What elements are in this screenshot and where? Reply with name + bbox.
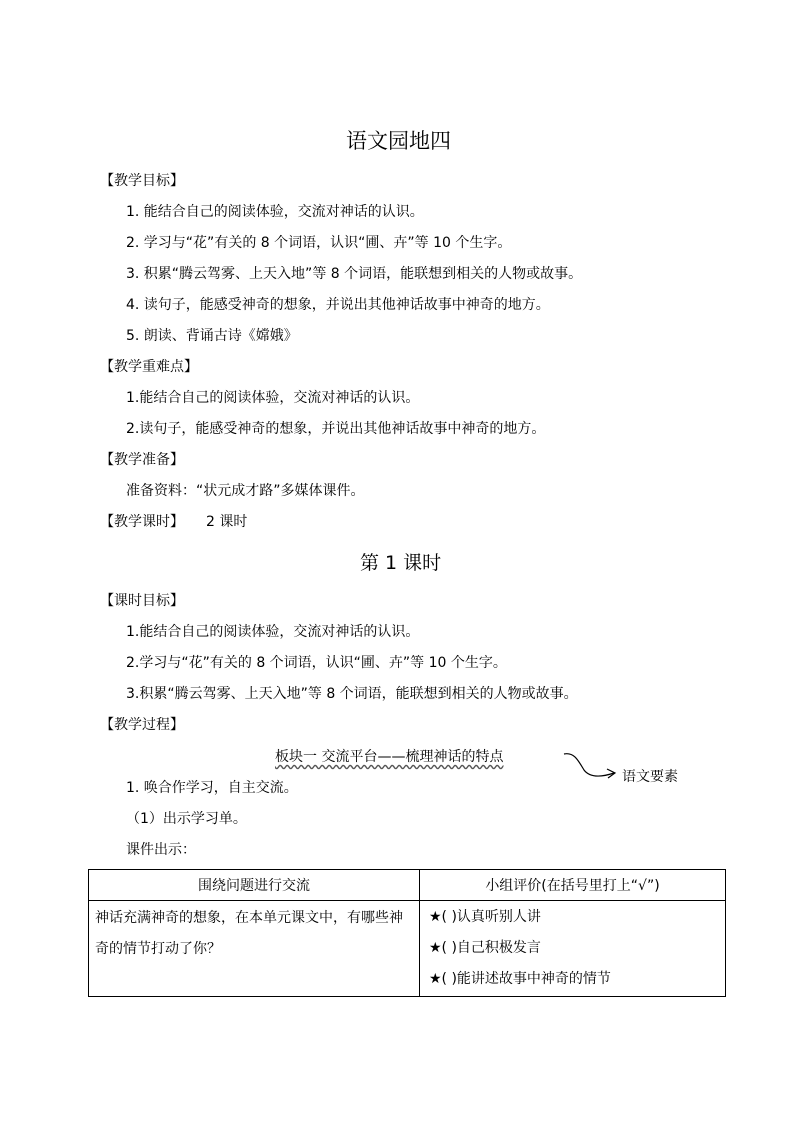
- courseware-label: 课件出示：: [126, 842, 196, 858]
- key-point-item: 1.能结合自己的阅读体验，交流对神话的认识。: [126, 390, 420, 406]
- block-title: 板块一 交流平台——梳理神话的特点: [275, 749, 504, 765]
- goal-item: 5. 朗读、背诵古诗《嫦娥》: [126, 328, 298, 344]
- annotation-label: 语文要素: [622, 769, 678, 785]
- lesson-title: 第 1 课时: [360, 552, 442, 574]
- evaluation-table: [88, 869, 726, 997]
- table-header-evaluation: 小组评价(在括号里打上“√”): [420, 870, 726, 901]
- goal-item: 2. 学习与“花”有关的 8 个词语，认识“圃、卉”等 10 个生字。: [126, 235, 512, 251]
- lesson-goal-item: 3.积累“腾云驾雾、上天入地”等 8 个词语，能联想到相关的人物或故事。: [126, 686, 578, 702]
- table-row: [89, 901, 726, 997]
- step-1: 1. 唤合作学习，自主交流。: [126, 780, 298, 796]
- annotation-arrow-icon: [562, 750, 618, 784]
- goals-header: 【教学目标】: [100, 173, 184, 189]
- key-point-item: 2.读句子，能感受神奇的想象，并说出其他神话故事中神奇的地方。: [126, 421, 546, 437]
- key-points-header: 【教学重难点】: [100, 359, 198, 375]
- hours-text: 2 课时: [206, 514, 248, 530]
- question-cell: 神话充满神奇的想象，在本单元课文中，有哪些神奇的情节打动了你？: [89, 901, 420, 997]
- criteria-item: ★( )自己积极发言: [429, 940, 541, 956]
- criteria-cell: [420, 901, 726, 997]
- criteria-item: ★( )认真听别人讲: [429, 909, 541, 925]
- goal-item: 4. 读句子，能感受神奇的想象，并说出其他神话故事中神奇的地方。: [126, 297, 550, 313]
- page-title: 语文园地四: [346, 129, 451, 153]
- step-1-sub: （1）出示学习单。: [126, 811, 247, 827]
- criteria-item: ★( )能讲述故事中神奇的情节: [429, 971, 611, 987]
- lesson-goals-header: 【课时目标】: [100, 593, 184, 609]
- goal-item: 1. 能结合自己的阅读体验，交流对神话的认识。: [126, 204, 424, 220]
- process-header: 【教学过程】: [100, 717, 184, 733]
- hours-header: 【教学课时】: [100, 514, 184, 530]
- prep-text: 准备资料：“状元成才路”多媒体课件。: [126, 483, 365, 499]
- lesson-goal-item: 2.学习与“花”有关的 8 个词语，认识“圃、卉”等 10 个生字。: [126, 655, 507, 671]
- table-header-row: [89, 870, 726, 901]
- table-header-question: 围绕问题进行交流: [89, 870, 420, 901]
- lesson-goal-item: 1.能结合自己的阅读体验，交流对神话的认识。: [126, 624, 420, 640]
- goal-item: 3. 积累“腾云驾雾、上天入地”等 8 个词语，能联想到相关的人物或故事。: [126, 266, 583, 282]
- prep-header: 【教学准备】: [100, 452, 184, 468]
